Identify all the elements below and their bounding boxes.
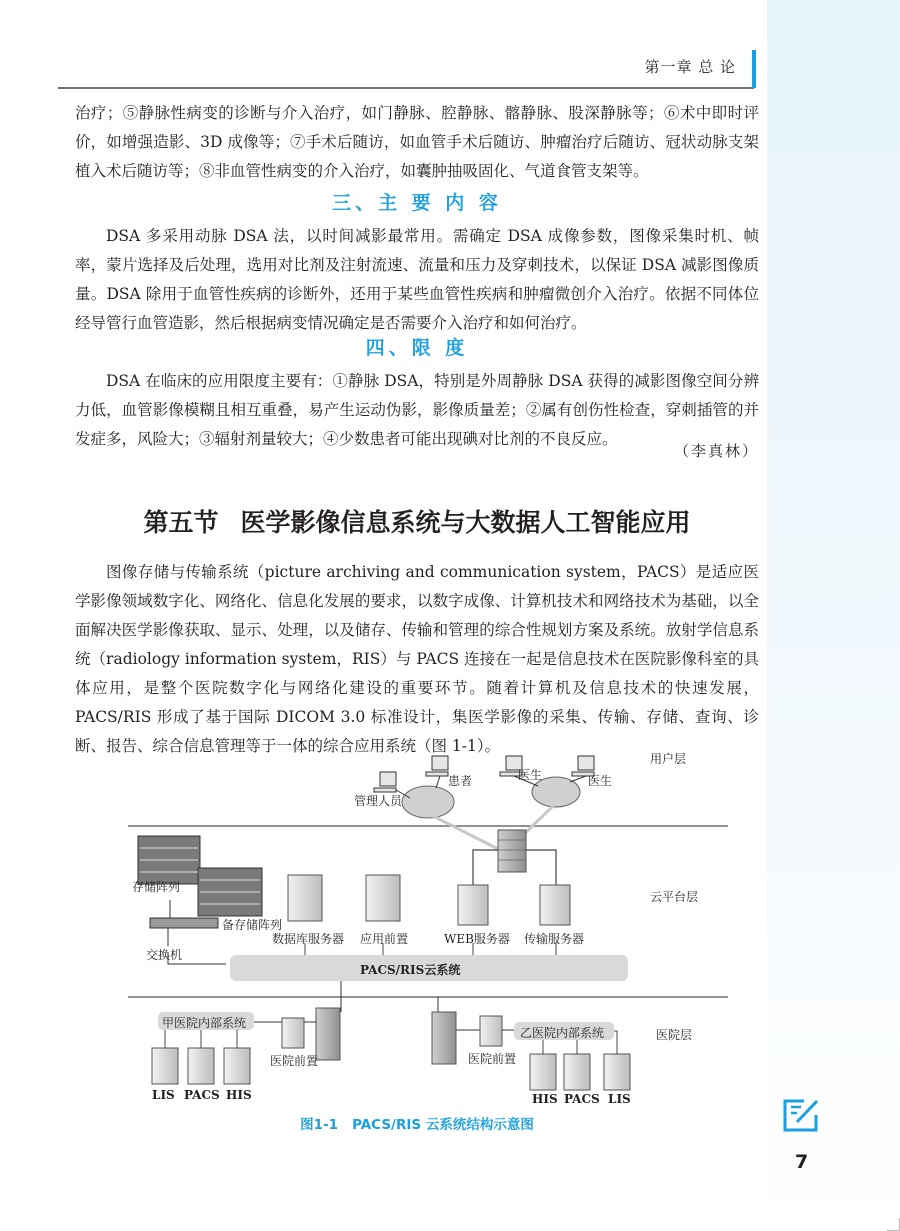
paragraph-main-content: DSA 多采用动脉 DSA 法，以时间减影最常用。需确定 DSA 成像参数，图像采集时机、帧率，蒙片选择及后处理，选用对比剂及注射流速、流量和压力及穿刺技术，以保证 DSA 减影图像质量。DSA 除用于血管性疾病的诊断外，还用于某些血管性疾病和肿瘤微创介入治疗。依据不同体位经导管行血管造影，然后根据病变情况确定是否需要介入治疗和如何治疗。 (75, 227, 759, 332)
section-title (75, 503, 759, 539)
hospital-b-lis: LIS (608, 1092, 631, 1106)
hospital-a-front: 医院前置 (270, 1054, 319, 1068)
hospital-a-lis: LIS (152, 1088, 175, 1102)
paragraph-limitations: DSA 在临床的应用限度主要有：①静脉 DSA，特别是外周静脉 DSA 获得的减影图像空间分辨力低，血管影像模糊且相互重叠，易产生运动伪影，影像质量差；②属有创伤性检查，穿刺插管的并发症多，风险大；③辐射剂量较大；④少数患者可能出现碘对比剂的不良反应。 (75, 372, 759, 448)
figure-caption (75, 1113, 759, 1133)
running-header (58, 56, 758, 88)
hospital-b-pacs: PACS (564, 1092, 600, 1106)
hospital-b-his: HIS (532, 1092, 558, 1106)
crop-mark (887, 1218, 900, 1231)
subheading-main-content: 三、主 要 内 容 (332, 192, 502, 214)
layer-label-cloud: 云平台层 (650, 890, 699, 904)
diagram-graphics (128, 750, 728, 1110)
node-doctor-1: 医生 (518, 768, 543, 782)
node-backup-storage: 备存储阵列 (222, 918, 283, 932)
layer-label-user: 用户层 (650, 752, 687, 766)
author-credit: （李真林） (673, 442, 759, 460)
figure-pacs-ris-diagram (128, 750, 728, 1110)
node-storage-array: 存储阵列 (132, 880, 181, 894)
page-number: 7 (795, 1151, 809, 1173)
node-doctor-2: 医生 (588, 774, 613, 788)
section-number: 第五节 (143, 508, 219, 537)
layer-label-hospital: 医院层 (656, 1028, 693, 1042)
chapter-title: 第一章 总 论 (644, 58, 736, 76)
subheading-limitations: 四、限 度 (365, 337, 469, 359)
node-admin: 管理人员 (354, 794, 403, 808)
node-transfer-server: 传输服务器 (524, 932, 585, 946)
hospital-b-front: 医院前置 (468, 1052, 517, 1066)
node-switch: 交换机 (146, 948, 183, 962)
hospital-a-pacs: PACS (184, 1088, 220, 1102)
node-patient: 患者 (448, 774, 473, 788)
node-pacs-ris-cloud: PACS/RIS云系统 (360, 963, 461, 977)
hospital-a-his: HIS (226, 1088, 252, 1102)
hospital-a-label: 甲医院内部系统 (162, 1016, 247, 1030)
node-db-server: 数据库服务器 (272, 932, 345, 946)
node-web-server: WEB服务器 (444, 932, 510, 946)
side-margin-band (767, 0, 900, 1231)
header-accent-bar (752, 50, 756, 88)
section-name: 医学影像信息系统与大数据人工智能应用 (240, 508, 691, 537)
edit-note-icon (782, 1097, 820, 1133)
header-rule (58, 87, 754, 89)
paragraph-continued: 治疗；⑤静脉性病变的诊断与介入治疗，如门静脉、腔静脉、髂静脉、股深静脉等；⑥术中即时评价，如增强造影、3D 成像等；⑦手术后随访，如血管手术后随访、肿瘤治疗后随访、冠状动脉支架植入术后随访等；⑧非血管性病变的介入治疗，如囊肿抽吸固化、气道食管支架等。 (75, 104, 759, 180)
paragraph-pacs-intro: 图像存储与传输系统（picture archiving and communication system，PACS）是适应医学影像领域数字化、网络化、信息化发展的要求，以数字成像、计算机技术和网络技术为基础，以全面解决医学影像获取、显示、处理，以及储存、传输和管理的综合性规划方案及系统。放射学信息系统（radiology information system，RIS）与 PACS 连接在一起是信息技术在医院影像科室的具体应用，是整个医院数字化与网络化建设的重要环节。随着计算机及信息技术的快速发展，PACS/RIS 形成了基于国际 DICOM 3.0 标准设计，集医学影像的采集、传输、存储、查询、诊断、报告、综合信息管理等于一体的综合应用系统（图 1-1）。 (75, 563, 759, 755)
figure-title: PACS/RIS 云系统结构示意图 (352, 1117, 534, 1133)
node-app-front: 应用前置 (360, 932, 409, 946)
figure-number: 图1-1 (300, 1117, 339, 1133)
hospital-b-label: 乙医院内部系统 (520, 1026, 605, 1040)
